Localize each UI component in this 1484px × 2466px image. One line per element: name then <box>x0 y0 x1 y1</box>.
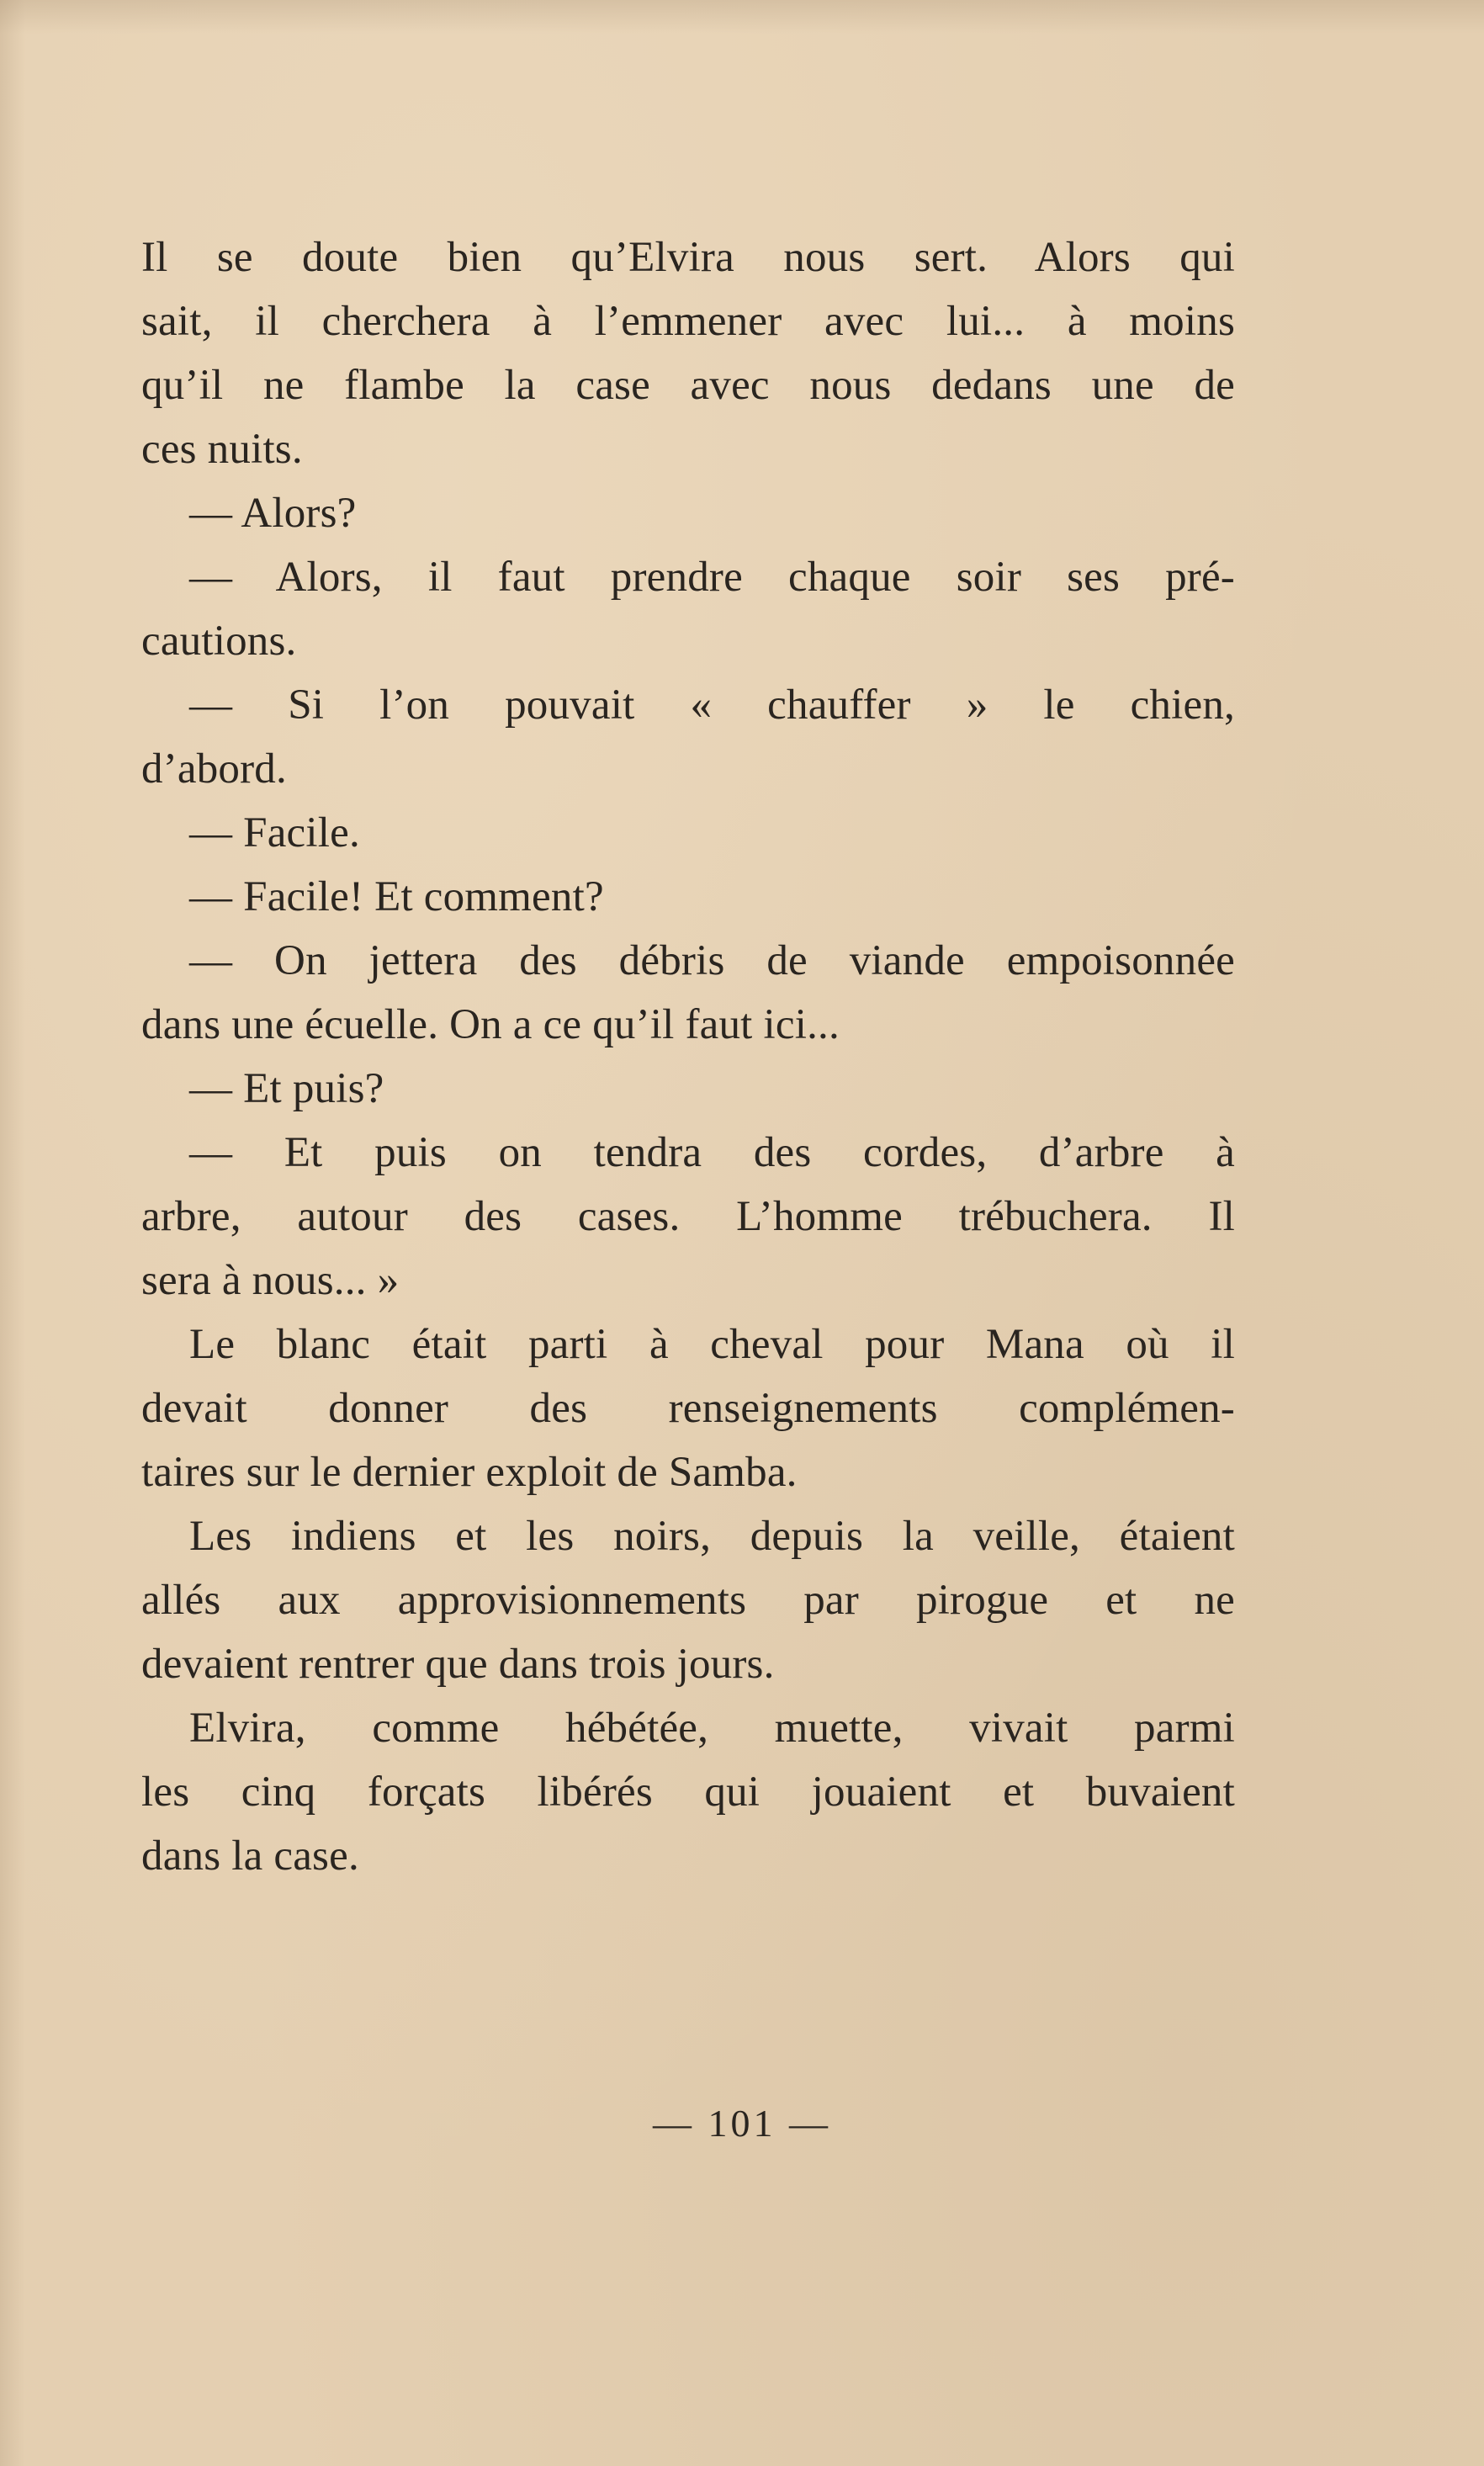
text-line: ces nuits. <box>141 426 303 473</box>
text-line: qu’il ne flambe la case avec nous dedans une de <box>141 362 1235 409</box>
text-line: — Facile! Et comment? <box>189 873 604 920</box>
text-line: — Alors, il faut prendre chaque soir ses pré- <box>189 554 1235 601</box>
text-line: — Si l’on pouvait « chauffer » le chien, <box>189 681 1235 729</box>
text-line: d’abord. <box>141 745 287 793</box>
text-line: les cinq forçats libérés qui jouaient et buvaient <box>141 1769 1235 1816</box>
page-edge-shadow-top <box>0 0 1484 34</box>
body-text <box>141 225 1235 1888</box>
text-line: Les indiens et les noirs, depuis la veille, étaient <box>189 1513 1235 1560</box>
page-number: — 101 — <box>653 2102 831 2145</box>
text-line: devait donner des renseignements complémen- <box>141 1385 1235 1432</box>
page-edge-shadow-left <box>0 0 25 2466</box>
text-line: sera à nous... » <box>141 1257 400 1304</box>
text-line: taires sur le dernier exploit de Samba. <box>141 1449 798 1496</box>
text-line: — Facile. <box>189 809 360 856</box>
text-line: sait, il cherchera à l’emmener avec lui... à moins <box>141 298 1235 345</box>
text-line: dans la case. <box>141 1832 359 1880</box>
text-line: cautions. <box>141 618 297 665</box>
text-line: Elvira, comme hébétée, muette, vivait parmi <box>189 1705 1235 1752</box>
text-line: arbre, autour des cases. L’homme trébuchera. Il <box>141 1193 1235 1240</box>
text-line: dans une écuelle. On a ce qu’il faut ici... <box>141 1001 840 1048</box>
text-line: Le blanc était parti à cheval pour Mana où il <box>189 1321 1235 1368</box>
text-line: allés aux approvisionnements par pirogue et ne <box>141 1577 1235 1624</box>
text-line: — Alors? <box>189 490 357 537</box>
text-line: — Et puis on tendra des cordes, d’arbre à <box>189 1129 1235 1176</box>
text-line: — On jettera des débris de viande empoisonnée <box>189 937 1235 984</box>
text-line: — Et puis? <box>189 1065 384 1112</box>
text-line: Il se doute bien qu’Elvira nous sert. Alors qui <box>141 234 1235 281</box>
text-line: devaient rentrer que dans trois jours. <box>141 1641 775 1688</box>
